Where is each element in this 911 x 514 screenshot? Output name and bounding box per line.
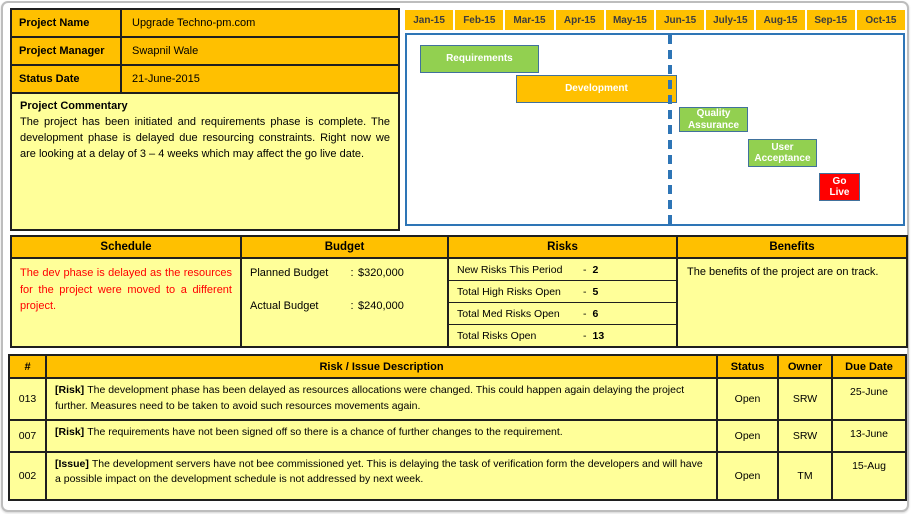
risk-stat-value: 13 bbox=[592, 329, 605, 342]
issue-tag: [Issue] bbox=[55, 457, 89, 470]
project-name-row bbox=[12, 10, 398, 38]
issue-description bbox=[46, 420, 717, 452]
issue-status: Open bbox=[717, 452, 778, 500]
issues-col-status: Status bbox=[717, 355, 778, 378]
project-commentary-cell bbox=[12, 94, 398, 229]
issue-row-007 bbox=[9, 420, 906, 452]
report-frame bbox=[1, 1, 909, 512]
issue-row-002 bbox=[9, 452, 906, 500]
project-name-label: Project Name bbox=[12, 10, 122, 36]
issue-id: 002 bbox=[9, 452, 46, 500]
risk-stat-value: 6 bbox=[592, 307, 599, 320]
gantt-month-jun-15: Jun-15 bbox=[656, 10, 704, 30]
issues-header-row bbox=[9, 355, 906, 378]
project-name-value: Upgrade Techno-pm.com bbox=[132, 17, 256, 29]
issue-id: 007 bbox=[9, 420, 46, 452]
risk-stat-separator: - bbox=[583, 263, 587, 276]
issues-col-due: Due Date bbox=[832, 355, 906, 378]
project-commentary-title: Project Commentary bbox=[20, 100, 128, 112]
issues-col-owner: Owner bbox=[778, 355, 832, 378]
risk-stat-value: 2 bbox=[592, 263, 599, 276]
gantt-month-jan-15: Jan-15 bbox=[405, 10, 453, 30]
gantt-month-july-15: July-15 bbox=[706, 10, 754, 30]
risk-stat-high bbox=[449, 281, 676, 303]
issues-table bbox=[8, 354, 907, 501]
gantt-plot bbox=[405, 33, 905, 226]
gantt-month-may-15: May-15 bbox=[606, 10, 654, 30]
benefits-header: Benefits bbox=[678, 237, 906, 259]
issue-owner: TM bbox=[778, 452, 832, 500]
gantt-month-apr-15: Apr-15 bbox=[556, 10, 604, 30]
risk-stat-med bbox=[449, 303, 676, 325]
risk-stat-separator: - bbox=[583, 285, 587, 298]
issue-due-date: 15-Aug bbox=[832, 452, 906, 500]
gantt-month-aug-15: Aug-15 bbox=[756, 10, 804, 30]
issue-due-date: 13-June bbox=[832, 420, 906, 452]
actual-budget-line bbox=[250, 300, 439, 312]
issue-tag: [Risk] bbox=[55, 384, 85, 396]
planned-budget-label: Planned Budget bbox=[250, 267, 329, 279]
status-date-marker-line bbox=[668, 35, 672, 224]
risk-stat-total bbox=[449, 325, 676, 346]
benefits-text: The benefits of the project are on track. bbox=[687, 266, 879, 278]
gantt-bar-user-acceptance: User Acceptance bbox=[748, 139, 816, 167]
project-commentary-body: The project has been initiated and requirements phase is complete. The development phase is delayed due resourcing constraints. Right now we are looking at a delay of 3 – 4 weeks which may affect the go live date. bbox=[20, 115, 390, 160]
gantt-month-row bbox=[405, 10, 905, 30]
budget-header: Budget bbox=[242, 237, 449, 259]
risk-stat-value: 5 bbox=[592, 285, 599, 298]
planned-budget-value: $320,000 bbox=[358, 267, 404, 279]
gantt-month-feb-15: Feb-15 bbox=[455, 10, 503, 30]
project-info-table bbox=[10, 8, 400, 231]
gantt-bar-development: Development bbox=[516, 75, 677, 103]
project-manager-label: Project Manager bbox=[12, 38, 122, 64]
schedule-header: Schedule bbox=[12, 237, 242, 259]
risks-header: Risks bbox=[449, 237, 678, 259]
budget-cell bbox=[242, 259, 449, 346]
risk-stat-label: Total Risks Open bbox=[457, 329, 537, 342]
risk-stat-new bbox=[449, 259, 676, 281]
issue-row-013 bbox=[9, 378, 906, 420]
risk-stat-label: New Risks This Period bbox=[457, 263, 563, 276]
issue-id: 013 bbox=[9, 378, 46, 420]
issue-tag: [Risk] bbox=[55, 425, 85, 438]
gantt-month-oct-15: Oct-15 bbox=[857, 10, 905, 30]
issue-owner: SRW bbox=[778, 420, 832, 452]
gantt-bar-go-live: Go Live bbox=[819, 173, 861, 201]
issue-desc-text: The development phase has been delayed as resources allocations were changed. This could happen again delaying the project further. Measures need to be taken to avoid such resources movements again. bbox=[55, 384, 685, 412]
planned-budget-line bbox=[250, 267, 439, 279]
risk-stat-label: Total High Risks Open bbox=[457, 285, 561, 298]
issues-col-desc: Risk / Issue Description bbox=[46, 355, 717, 378]
gantt-bar-quality-assurance: Quality Assurance bbox=[679, 107, 748, 132]
gantt-chart bbox=[405, 10, 905, 226]
issue-desc-text: The requirements have not been signed off so there is a chance of further changes to the requirement. bbox=[87, 425, 563, 438]
actual-budget-label: Actual Budget bbox=[250, 300, 319, 312]
project-manager-row bbox=[12, 38, 398, 66]
issue-desc-text: The development servers have not bee commissioned yet. This is delaying the task of verification form the developers and will have a possible impact on the development schedule is not addressed by next week. bbox=[55, 457, 703, 486]
issue-description bbox=[46, 378, 717, 420]
issue-status: Open bbox=[717, 420, 778, 452]
planned-budget-colon: : bbox=[350, 267, 354, 279]
issue-due-date: 25-June bbox=[832, 378, 906, 420]
issues-col-id: # bbox=[9, 355, 46, 378]
risk-stat-separator: - bbox=[583, 307, 587, 320]
risks-cell bbox=[449, 259, 678, 346]
summary-band bbox=[10, 235, 908, 348]
schedule-text: The dev phase is delayed as the resources for the project were moved to a different project. bbox=[12, 259, 242, 346]
status-date-row bbox=[12, 66, 398, 94]
status-date-value: 21-June-2015 bbox=[132, 73, 200, 85]
risk-stat-separator: - bbox=[583, 329, 587, 342]
issue-owner: SRW bbox=[778, 378, 832, 420]
issue-status: Open bbox=[717, 378, 778, 420]
gantt-month-mar-15: Mar-15 bbox=[505, 10, 553, 30]
actual-budget-value: $240,000 bbox=[358, 300, 404, 312]
gantt-bar-requirements: Requirements bbox=[420, 45, 539, 73]
issue-description bbox=[46, 452, 717, 500]
gantt-month-sep-15: Sep-15 bbox=[807, 10, 855, 30]
status-date-label: Status Date bbox=[12, 66, 122, 92]
risk-stat-label: Total Med Risks Open bbox=[457, 307, 560, 320]
actual-budget-colon: : bbox=[350, 300, 354, 312]
project-manager-value: Swapnil Wale bbox=[132, 45, 199, 57]
